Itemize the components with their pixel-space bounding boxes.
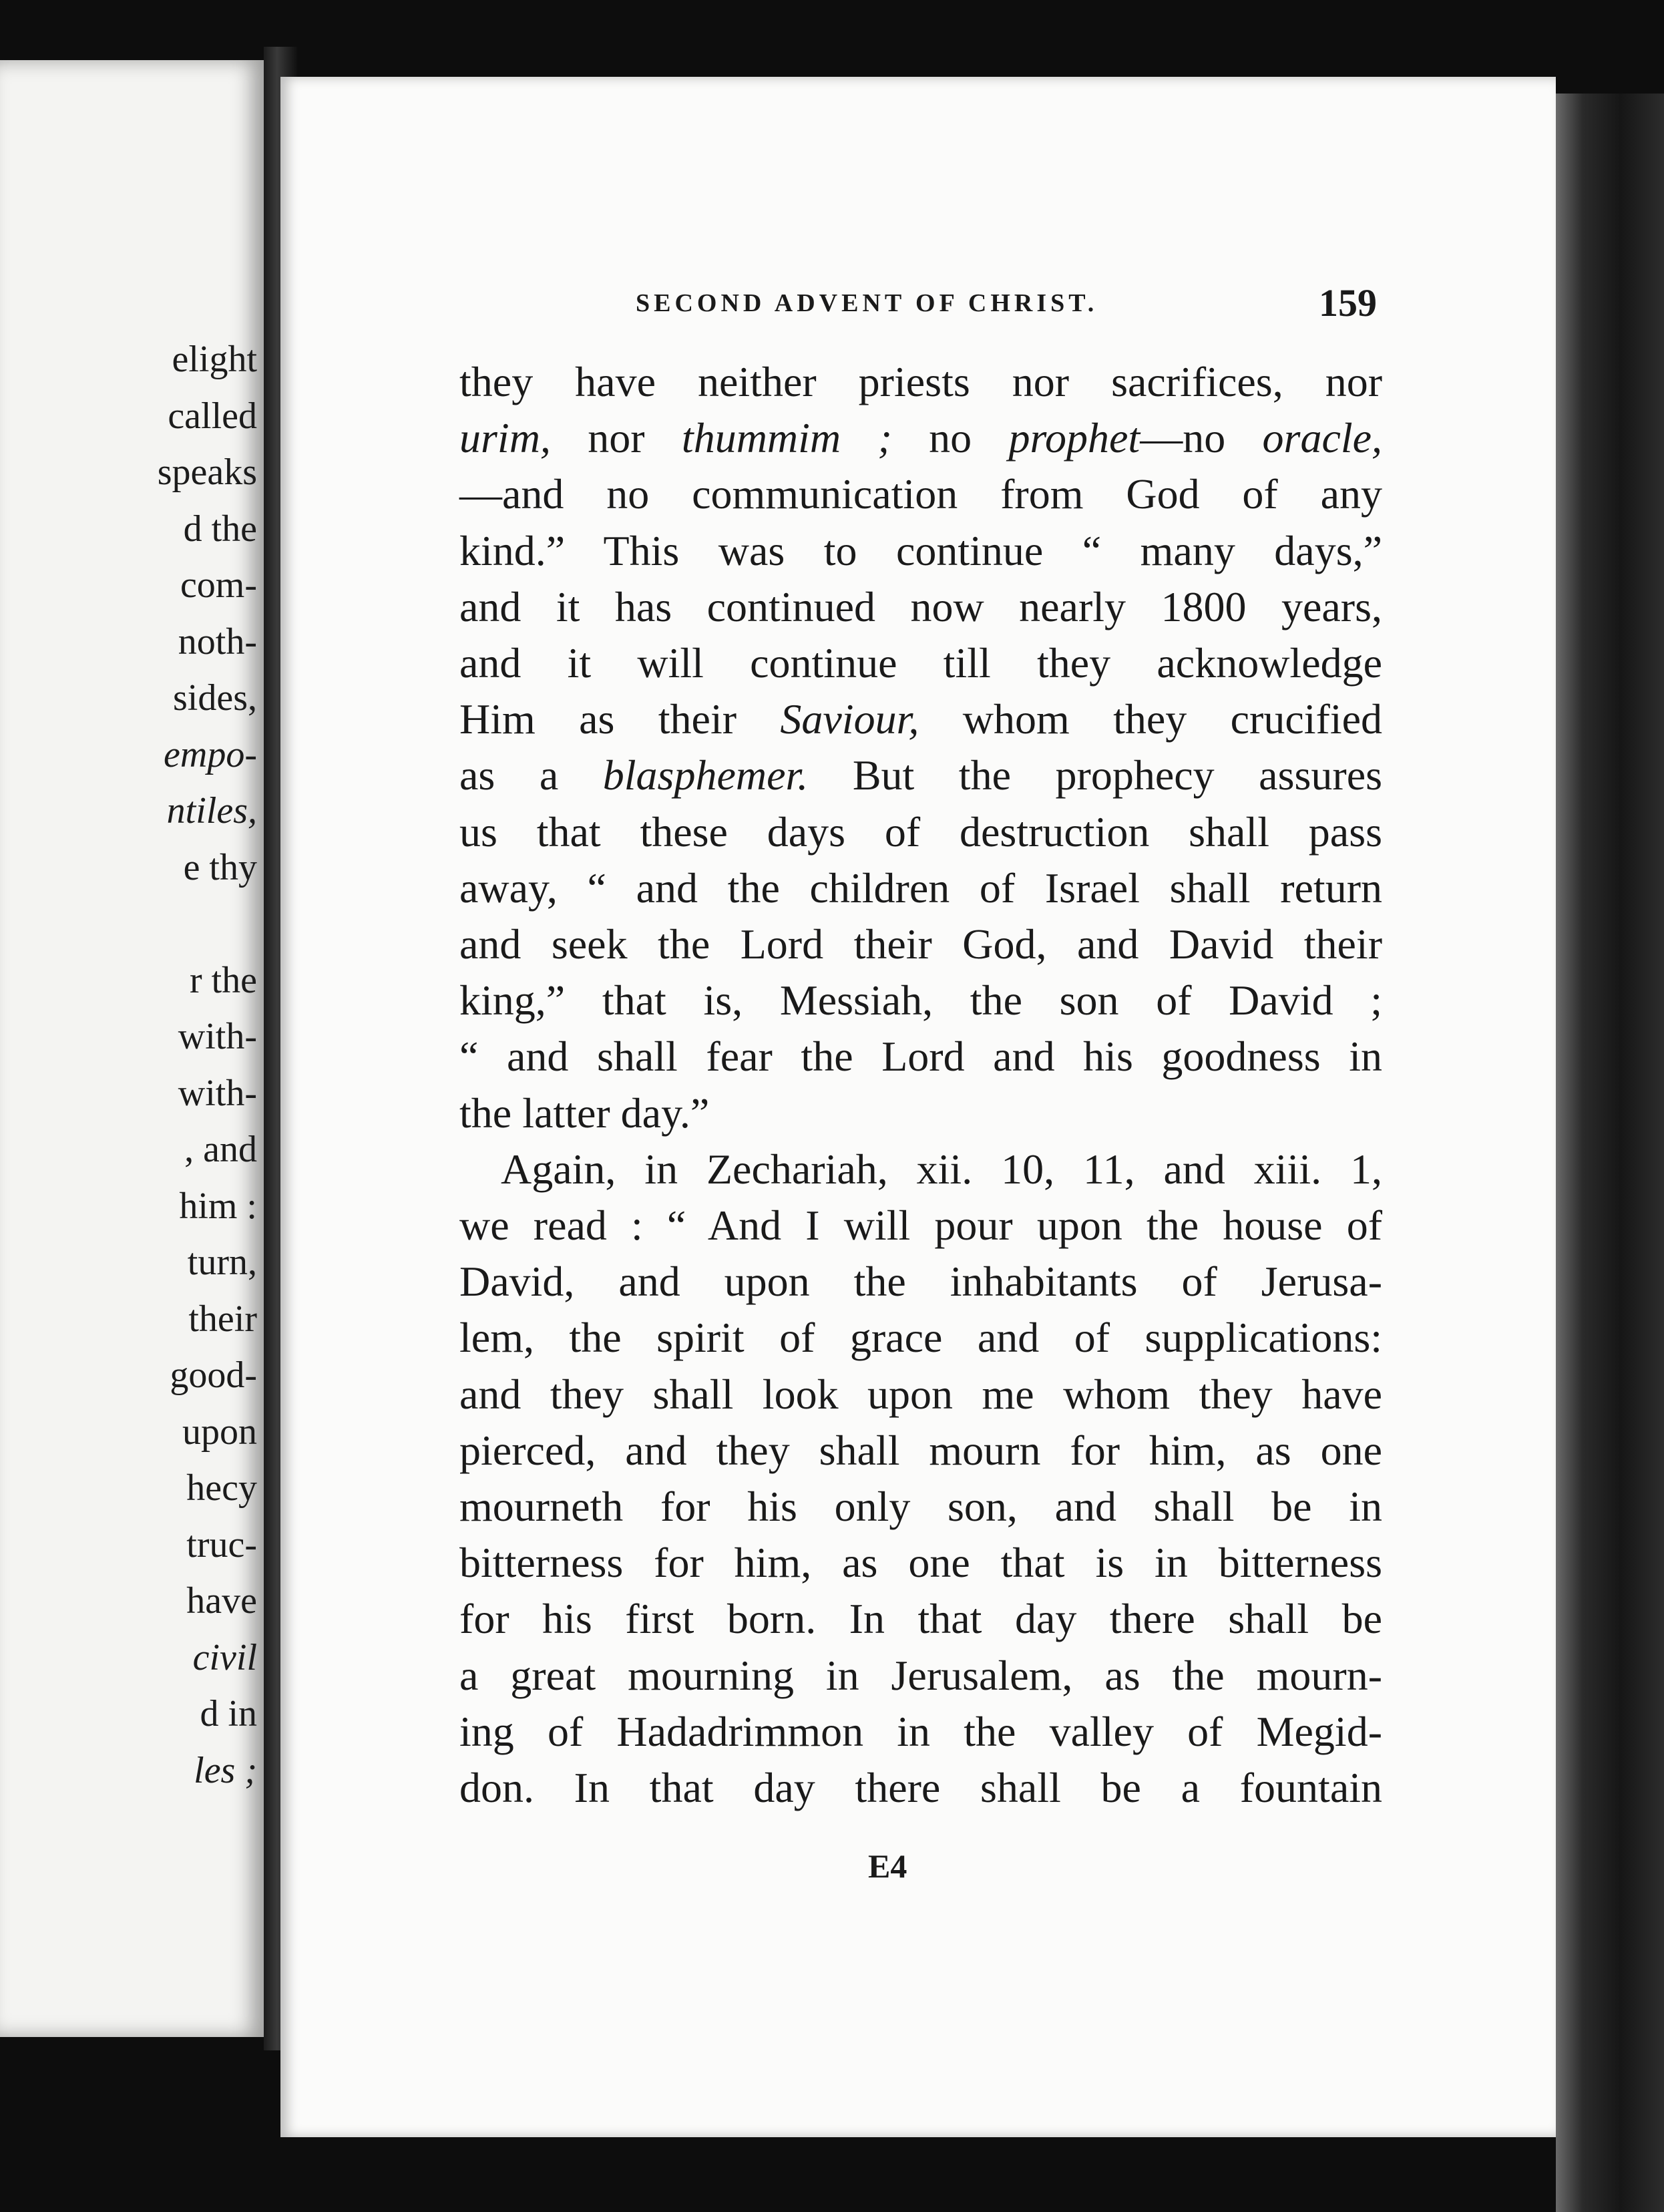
text-line: pierced, and they shall mourn for him, as one [459, 1426, 1382, 1474]
text-line: they have neither priests nor sacrifices, nor [459, 358, 1382, 405]
facing-page-line: good- [170, 1354, 257, 1396]
text-line: don. In that day there shall be a fountain [459, 1764, 1382, 1811]
text-line: Again, in Zechariah, xii. 10, 11, and xiii. 1, [501, 1145, 1382, 1193]
text-line: and seek the Lord their God, and David their [459, 920, 1382, 968]
facing-page-line: civil [192, 1636, 257, 1678]
facing-page-line: ntiles, [166, 790, 257, 832]
text-run: Him as their [459, 695, 781, 743]
facing-page-line: called [168, 395, 257, 437]
text-run: —no [1140, 414, 1263, 462]
page-number: 159 [1319, 281, 1377, 325]
text-line: we read : “ And I will pour upon the house of [459, 1202, 1382, 1249]
italic-run: prophet [1008, 414, 1140, 462]
text-line: for his first born. In that day there shall be [459, 1595, 1382, 1643]
facing-page [0, 60, 264, 2037]
facing-page-line: upon [182, 1411, 257, 1453]
facing-page-line: turn, [187, 1242, 257, 1283]
facing-page-line: elight [172, 339, 257, 380]
text-line [459, 414, 1383, 462]
text-line: David, and upon the inhabitants of Jerusa- [459, 1258, 1382, 1306]
facing-page-line: with- [178, 1072, 257, 1114]
facing-page-line: e thy [183, 846, 257, 888]
text-line: the latter day.” [459, 1089, 710, 1137]
text-line: bitterness for him, as one that is in bitterness [459, 1539, 1382, 1587]
italic-run: blasphemer. [602, 751, 809, 799]
facing-page-line: les ; [194, 1749, 257, 1791]
text-line: king,” that is, Messiah, the son of David ; [459, 976, 1382, 1025]
facing-page-line: truc- [186, 1523, 257, 1565]
facing-page-line: noth- [178, 620, 257, 663]
text-line: and it will continue till they acknowledge [459, 639, 1382, 687]
text-line: —and no communication from God of any [459, 470, 1382, 518]
text-line: and they shall look upon me whom they have [459, 1370, 1382, 1418]
facing-page-line: sides, [173, 677, 257, 719]
signature-mark: E4 [868, 1847, 907, 1885]
text-run: no [891, 414, 1009, 462]
text-line: lem, the spirit of grace and of supplications: [459, 1314, 1382, 1362]
facing-page-line: him : [179, 1185, 257, 1227]
page-edge-shadow [1556, 94, 1664, 2212]
text-run: nor [550, 414, 682, 462]
facing-page-line: com- [180, 564, 257, 606]
facing-page-line: their [188, 1298, 257, 1340]
text-line: ing of Hadadrimmon in the valley of Megid- [459, 1707, 1382, 1755]
facing-page-line: , and [184, 1129, 257, 1170]
text-line: kind.” This was to continue “ many days,” [459, 526, 1382, 574]
italic-run: urim, [459, 414, 551, 462]
italic-run: Saviour, [780, 695, 919, 743]
text-run: But the prophecy assures [808, 751, 1383, 799]
italic-run: oracle, [1262, 414, 1383, 462]
facing-page-line: d the [183, 508, 257, 550]
text-line [459, 751, 1383, 799]
facing-page-line: empo- [164, 733, 257, 775]
italic-run: thummim ; [681, 414, 892, 462]
facing-page-line: speaks [157, 451, 257, 493]
text-line: away, “ and the children of Israel shall return [459, 864, 1382, 912]
running-head: SECOND ADVENT OF CHRIST. [636, 289, 1098, 317]
text-run: as a [459, 751, 603, 799]
text-line: us that these days of destruction shall pass [459, 807, 1382, 856]
facing-page-line: have [186, 1580, 257, 1622]
text-run: whom they crucified [919, 695, 1382, 743]
text-line: “ and shall fear the Lord and his goodness in [459, 1033, 1382, 1081]
text-line [459, 695, 1382, 743]
facing-page-line: hecy [186, 1467, 257, 1509]
text-line: mourneth for his only son, and shall be in [459, 1483, 1382, 1530]
facing-page-line: r the [189, 959, 257, 1001]
facing-page-line: d in [200, 1693, 257, 1734]
text-line: a great mourning in Jerusalem, as the mourn- [459, 1651, 1382, 1699]
text-line: and it has continued now nearly 1800 years, [459, 582, 1382, 630]
facing-page-line: with- [178, 1016, 257, 1057]
